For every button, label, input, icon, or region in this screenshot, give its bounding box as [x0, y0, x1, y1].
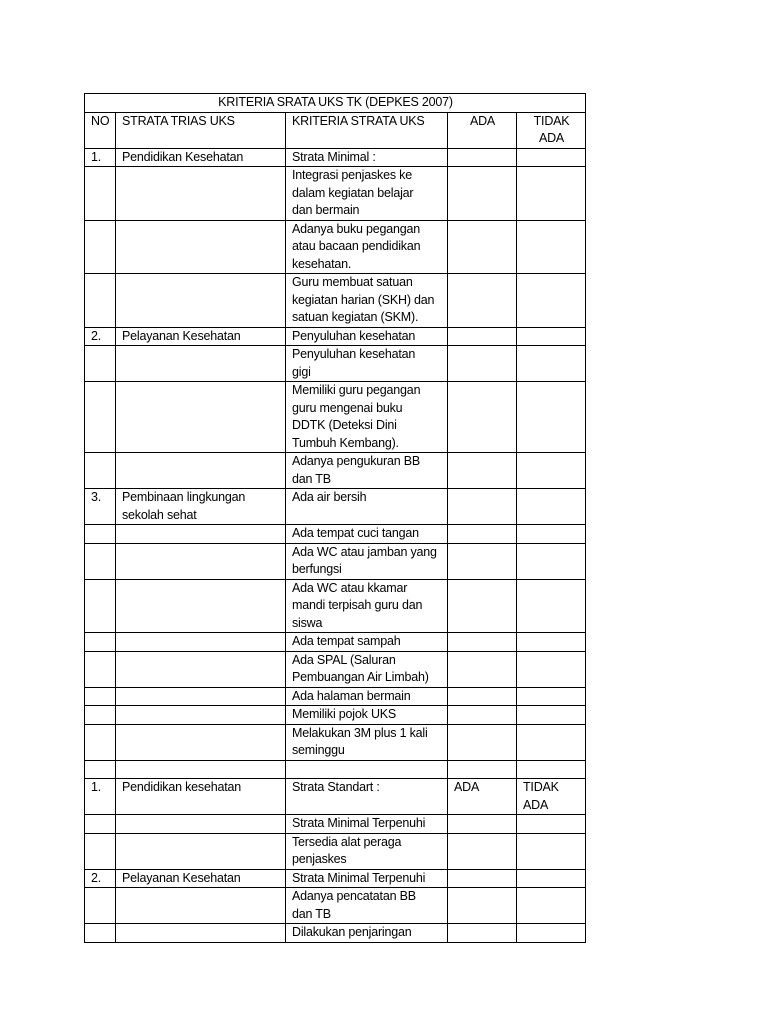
- cell-ada: [448, 220, 517, 274]
- cell-ada: [448, 167, 517, 221]
- cell-tidak-ada: [517, 327, 586, 346]
- cell-strata: [116, 167, 286, 221]
- cell-kriteria: Melakukan 3M plus 1 kali seminggu: [286, 724, 448, 760]
- header-ada: ADA: [448, 112, 517, 148]
- cell-tidak-ada: [517, 579, 586, 633]
- table-title: KRITERIA SRATA UKS TK (DEPKES 2007): [85, 94, 586, 113]
- cell-no: 1.: [85, 779, 116, 815]
- table-row: [85, 543, 586, 579]
- cell-tidak-ada: [517, 543, 586, 579]
- cell-no: [85, 651, 116, 687]
- table-row: [85, 706, 586, 725]
- title-row: [85, 94, 586, 113]
- cell-kriteria: Ada halaman bermain: [286, 687, 448, 706]
- cell-strata: [116, 687, 286, 706]
- table-row: [85, 489, 586, 525]
- cell-strata: [116, 543, 286, 579]
- cell-strata: [116, 924, 286, 943]
- cell-no: [85, 760, 116, 779]
- table-row: [85, 687, 586, 706]
- cell-kriteria: Penyuluhan kesehatan: [286, 327, 448, 346]
- cell-tidak-ada: [517, 924, 586, 943]
- table-row: [85, 327, 586, 346]
- cell-kriteria: Strata Minimal Terpenuhi: [286, 815, 448, 834]
- cell-strata: Pelayanan Kesehatan: [116, 327, 286, 346]
- cell-no: [85, 888, 116, 924]
- cell-ada: [448, 525, 517, 544]
- cell-tidak-ada: [517, 489, 586, 525]
- cell-ada: [448, 687, 517, 706]
- cell-kriteria: Ada WC atau kkamar mandi terpisah guru dan siswa: [286, 579, 448, 633]
- table-row: [85, 833, 586, 869]
- table-row: [85, 888, 586, 924]
- cell-ada: [448, 274, 517, 328]
- cell-kriteria: Strata Minimal :: [286, 148, 448, 167]
- cell-strata: Pendidikan kesehatan: [116, 779, 286, 815]
- table-row: [85, 346, 586, 382]
- cell-tidak-ada: [517, 651, 586, 687]
- cell-ada: [448, 651, 517, 687]
- cell-no: [85, 833, 116, 869]
- table-row: [85, 382, 586, 453]
- cell-kriteria: Ada air bersih: [286, 489, 448, 525]
- cell-kriteria: Strata Minimal Terpenuhi: [286, 869, 448, 888]
- cell-ada: [448, 543, 517, 579]
- cell-kriteria: Strata Standart :: [286, 779, 448, 815]
- cell-no: [85, 525, 116, 544]
- cell-no: 1.: [85, 148, 116, 167]
- cell-ada: [448, 633, 517, 652]
- cell-no: [85, 382, 116, 453]
- table-row: [85, 220, 586, 274]
- cell-no: [85, 346, 116, 382]
- cell-ada: [448, 453, 517, 489]
- cell-no: [85, 924, 116, 943]
- cell-tidak-ada: [517, 687, 586, 706]
- cell-kriteria: Ada SPAL (Saluran Pembuangan Air Limbah): [286, 651, 448, 687]
- cell-no: [85, 633, 116, 652]
- cell-strata: [116, 525, 286, 544]
- table-row: [85, 924, 586, 943]
- cell-tidak-ada: [517, 888, 586, 924]
- cell-strata: [116, 888, 286, 924]
- cell-tidak-ada: [517, 633, 586, 652]
- cell-strata: [116, 453, 286, 489]
- cell-kriteria: Memiliki guru pegangan guru mengenai buku DDTK (Deteksi Dini Tumbuh Kembang).: [286, 382, 448, 453]
- cell-tidak-ada: [517, 167, 586, 221]
- cell-kriteria: Ada tempat sampah: [286, 633, 448, 652]
- cell-tidak-ada: [517, 525, 586, 544]
- cell-ada: [448, 815, 517, 834]
- cell-tidak-ada: [517, 148, 586, 167]
- cell-tidak-ada: TIDAK ADA: [517, 779, 586, 815]
- cell-no: 2.: [85, 869, 116, 888]
- cell-tidak-ada: [517, 724, 586, 760]
- cell-strata: [116, 346, 286, 382]
- header-strata: STRATA TRIAS UKS: [116, 112, 286, 148]
- cell-strata: Pembinaan lingkungan sekolah sehat: [116, 489, 286, 525]
- criteria-rows: [85, 148, 586, 942]
- table-row: [85, 815, 586, 834]
- table-row: [85, 869, 586, 888]
- cell-ada: [448, 888, 517, 924]
- cell-strata: [116, 382, 286, 453]
- cell-no: [85, 453, 116, 489]
- cell-tidak-ada: [517, 220, 586, 274]
- cell-tidak-ada: [517, 833, 586, 869]
- cell-tidak-ada: [517, 274, 586, 328]
- table-row: [85, 453, 586, 489]
- cell-strata: Pendidikan Kesehatan: [116, 148, 286, 167]
- cell-ada: [448, 489, 517, 525]
- cell-no: [85, 274, 116, 328]
- cell-strata: [116, 651, 286, 687]
- cell-kriteria: Adanya buku pegangan atau bacaan pendidikan kesehatan.: [286, 220, 448, 274]
- cell-ada: [448, 833, 517, 869]
- cell-tidak-ada: [517, 869, 586, 888]
- cell-ada: [448, 327, 517, 346]
- criteria-table: [84, 93, 586, 943]
- cell-no: [85, 724, 116, 760]
- cell-strata: [116, 274, 286, 328]
- cell-ada: [448, 579, 517, 633]
- table-row: [85, 779, 586, 815]
- cell-no: [85, 220, 116, 274]
- cell-ada: [448, 706, 517, 725]
- header-row: [85, 112, 586, 148]
- cell-no: [85, 687, 116, 706]
- cell-no: [85, 579, 116, 633]
- cell-ada: [448, 760, 517, 779]
- cell-kriteria: Adanya pengukuran BB dan TB: [286, 453, 448, 489]
- header-kriteria: KRITERIA STRATA UKS: [286, 112, 448, 148]
- table-row: [85, 274, 586, 328]
- cell-kriteria: Integrasi penjaskes ke dalam kegiatan belajar dan bermain: [286, 167, 448, 221]
- cell-kriteria: Tersedia alat peraga penjaskes: [286, 833, 448, 869]
- cell-no: [85, 815, 116, 834]
- cell-strata: [116, 706, 286, 725]
- table-row: [85, 633, 586, 652]
- cell-no: 3.: [85, 489, 116, 525]
- cell-tidak-ada: [517, 760, 586, 779]
- cell-tidak-ada: [517, 453, 586, 489]
- table-row: [85, 724, 586, 760]
- cell-tidak-ada: [517, 706, 586, 725]
- cell-tidak-ada: [517, 346, 586, 382]
- table-row: [85, 525, 586, 544]
- cell-ada: [448, 924, 517, 943]
- cell-kriteria: Dilakukan penjaringan: [286, 924, 448, 943]
- cell-strata: [116, 724, 286, 760]
- cell-kriteria: Guru membuat satuan kegiatan harian (SKH) dan satuan kegiatan (SKM).: [286, 274, 448, 328]
- cell-tidak-ada: [517, 382, 586, 453]
- cell-ada: [448, 724, 517, 760]
- cell-strata: [116, 220, 286, 274]
- cell-strata: [116, 815, 286, 834]
- cell-no: 2.: [85, 327, 116, 346]
- cell-tidak-ada: [517, 815, 586, 834]
- cell-kriteria: Adanya pencatatan BB dan TB: [286, 888, 448, 924]
- cell-ada: [448, 148, 517, 167]
- cell-ada: [448, 382, 517, 453]
- cell-strata: [116, 633, 286, 652]
- cell-strata: [116, 833, 286, 869]
- table-row: [85, 167, 586, 221]
- table-row: [85, 579, 586, 633]
- table-row: [85, 760, 586, 779]
- header-no: NO: [85, 112, 116, 148]
- cell-no: [85, 167, 116, 221]
- table-row: [85, 148, 586, 167]
- cell-kriteria: Ada WC atau jamban yang berfungsi: [286, 543, 448, 579]
- cell-ada: [448, 346, 517, 382]
- cell-kriteria: [286, 760, 448, 779]
- cell-kriteria: Ada tempat cuci tangan: [286, 525, 448, 544]
- cell-no: [85, 543, 116, 579]
- cell-no: [85, 706, 116, 725]
- cell-strata: [116, 579, 286, 633]
- cell-ada: ADA: [448, 779, 517, 815]
- cell-strata: Pelayanan Kesehatan: [116, 869, 286, 888]
- table-row: [85, 651, 586, 687]
- document-page: [84, 93, 585, 943]
- cell-strata: [116, 760, 286, 779]
- cell-ada: [448, 869, 517, 888]
- header-tidak-ada: TIDAK ADA: [517, 112, 586, 148]
- cell-kriteria: Penyuluhan kesehatan gigi: [286, 346, 448, 382]
- cell-kriteria: Memiliki pojok UKS: [286, 706, 448, 725]
